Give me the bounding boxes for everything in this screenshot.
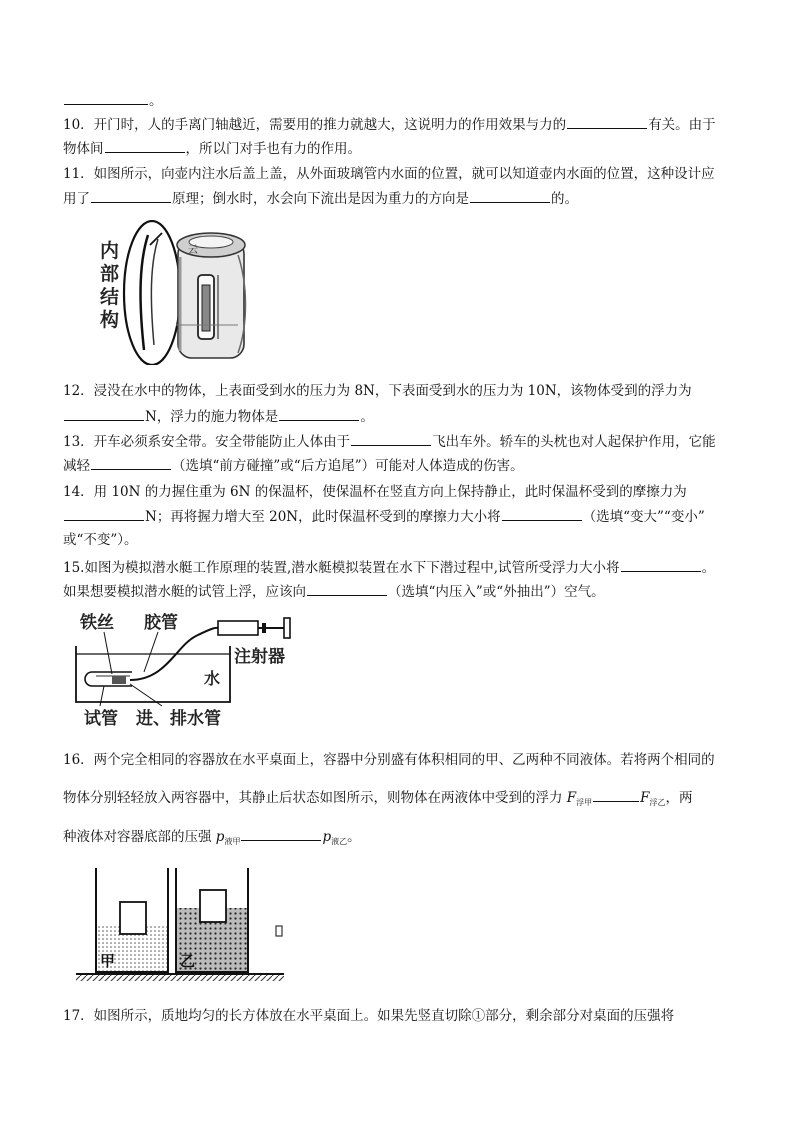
label-test-tube: 试管 [84, 709, 118, 729]
submarine-model-figure [66, 606, 306, 732]
question-16-line-2: 物体分别轻轻放入两容器中，其静止后状态如图所示，则物体在两液体中受到的浮力 $F_{浮甲}$ $F_{浮乙}$，两 [63, 787, 693, 813]
question-16-line-1: 16．两个完全相同的容器放在水平桌面上，容器中分别盛有体积相同的甲、乙两种不同液体。若将两个相同的 [63, 752, 715, 768]
answer-blank[interactable] [241, 826, 321, 841]
question-12-line-2: N，浮力的施力物体是 。 [63, 406, 374, 427]
question-12-line-1: 12．浸没在水中的物体，上表面受到水的压力为 8N，下表面受到水的压力为 10N，该物体受到的浮力为 [63, 383, 692, 399]
answer-blank[interactable] [470, 188, 550, 203]
label-hose: 胶管 [144, 613, 178, 633]
question-15-line-1: 15.如图为模拟潜水艇工作原理的装置,潜水艇模拟装置在水下下潜过程中,试管所受浮力大小将 。 [63, 557, 715, 578]
answer-blank[interactable] [621, 557, 701, 572]
kettle-label-char-3: 结 [100, 286, 120, 308]
containers-figure [74, 862, 294, 984]
answer-blank[interactable] [567, 114, 647, 129]
prev-answer-line: 。 [63, 90, 163, 111]
kettle-label-char-1: 内 [100, 240, 120, 262]
answer-blank[interactable] [64, 90, 148, 105]
question-16-line-3: 种液体对容器底部的压强 $p_{液甲}$ $p_{液乙}$。 [63, 826, 361, 852]
question-11-line-2: 用了 原理；倒水时，水会向下流出是因为重力的方向是 的。 [63, 188, 578, 209]
question-14-line-3: 或“不变”）。 [63, 532, 138, 548]
answer-blank[interactable] [91, 188, 171, 203]
kettle-label-char-2: 部 [100, 263, 120, 285]
answer-blank[interactable] [502, 506, 582, 521]
label-liquid-jia: 甲 [100, 952, 116, 970]
answer-blank[interactable] [351, 431, 431, 446]
answer-blank[interactable] [64, 506, 144, 521]
label-liquid-yi: 乙 [180, 952, 196, 970]
question-17-line-1: 17．如图所示，质地均匀的长方体放在水平桌面上。如果先竖直切除①部分，剩余部分对桌面的压强将 [63, 1008, 675, 1024]
answer-blank[interactable] [593, 787, 639, 802]
answer-blank[interactable] [307, 581, 387, 596]
answer-blank[interactable] [279, 406, 359, 421]
answer-blank[interactable] [91, 455, 171, 470]
question-14-line-2: N；再将握力增大至 20N，此时保温杯受到的摩擦力大小将 （选填“变大”“变小” [63, 506, 705, 527]
question-15-line-2: 如果想要模拟潜水艇的试管上浮，应该向 （选填“内压入”或“外抽出”）空气。 [63, 581, 605, 602]
kettle-figure [88, 215, 258, 365]
kettle-label-char-4: 构 [100, 309, 120, 331]
question-13-line-2: 减轻 （选填“前方碰撞”或“后方追尾”）可能对人体造成的伤害。 [63, 455, 524, 476]
question-14-line-1: 14．用 10N 的力握住重为 6N 的保温杯，使保温杯在竖直方向上保持静止，此时保温杯受到的摩擦力为 [63, 484, 687, 500]
question-11-line-1: 11．如图所示，向壶内注水后盖上盖，从外面玻璃管内水面的位置，就可以知道壶内水面的位置，这种设计应 [63, 166, 715, 182]
label-iron-wire: 铁丝 [80, 613, 114, 633]
answer-blank[interactable] [105, 138, 185, 153]
question-10-line-2: 物体间 ，所以门对手也有力的作用。 [63, 138, 361, 159]
label-water: 水 [204, 669, 221, 688]
svg-text:云: 云 [188, 245, 198, 256]
answer-blank[interactable] [64, 406, 144, 421]
label-pipe: 进、排水管 [136, 709, 221, 729]
question-10-line-1: 10．开门时，人的手离门轴越近，需要用的推力就越大，这说明力的作用效果与力的 有关。由于 [63, 114, 716, 135]
question-13-line-1: 13．开车必须系安全带。安全带能防止人体由于 飞出车外。轿车的头枕也对人起保护作用，它能 [63, 431, 716, 452]
label-syringe: 注射器 [234, 647, 285, 667]
